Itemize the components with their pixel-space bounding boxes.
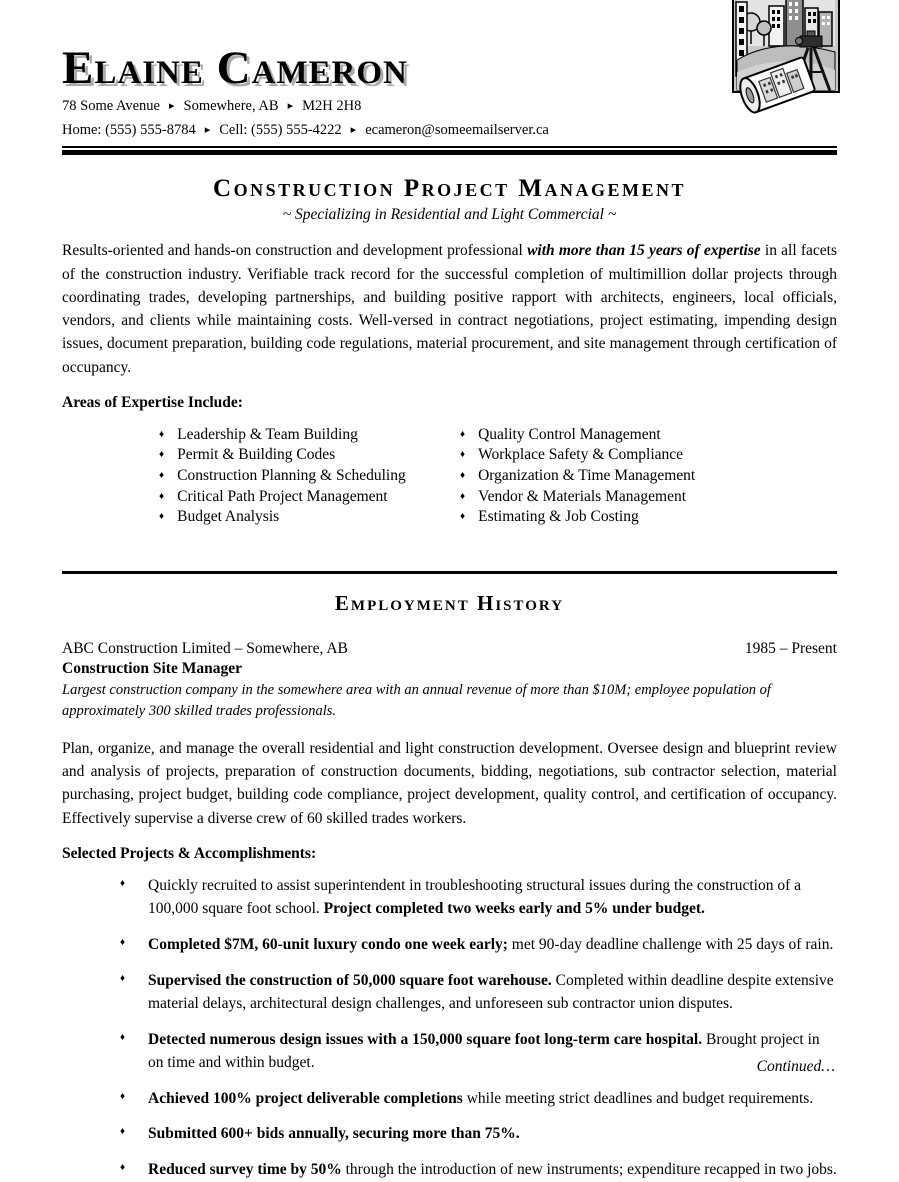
diamond-bullet-icon: ♦ bbox=[460, 449, 466, 461]
resume-subtitle: ~ Specializing in Residential and Light Commercial ~ bbox=[282, 206, 617, 224]
list-item bbox=[118, 1159, 837, 1182]
expertise-label: Leadership & Team Building bbox=[177, 425, 358, 443]
street-address: 78 Some Avenue bbox=[62, 98, 160, 115]
list-item bbox=[159, 425, 460, 446]
expertise-columns bbox=[62, 425, 837, 528]
accomplishment-highlight: Submitted 600+ bids annually, securing more than 75%. bbox=[148, 1125, 520, 1143]
triangle-separator-icon: ▸ bbox=[169, 100, 175, 113]
expertise-label: Permit & Building Codes bbox=[177, 446, 336, 464]
accomplishment-highlight: Supervised the construction of 50,000 square foot warehouse. bbox=[148, 971, 552, 989]
employment-history-heading: Employment History bbox=[334, 590, 565, 615]
expertise-label: Vendor & Materials Management bbox=[478, 487, 687, 505]
diamond-bullet-icon: ♦ bbox=[159, 511, 165, 523]
summary-paragraph bbox=[62, 239, 837, 379]
diamond-bullet-icon: ♦ bbox=[460, 511, 466, 523]
expertise-label: Organization & Time Management bbox=[478, 467, 696, 485]
accomplishments-list bbox=[62, 875, 837, 1182]
city-province: Somewhere, AB bbox=[183, 98, 279, 115]
summary-text: Results-oriented and hands-on construction and development professional bbox=[62, 242, 528, 260]
home-phone: Home: (555) 555-8784 bbox=[62, 122, 196, 139]
diamond-bullet-icon: ♦ bbox=[120, 1031, 126, 1043]
expertise-label: Budget Analysis bbox=[177, 508, 280, 526]
expertise-label: Construction Planning & Scheduling bbox=[177, 467, 406, 485]
accomplishment-text: Brought project in on time and within budget. bbox=[148, 1030, 820, 1071]
expertise-heading: Areas of Expertise Include: bbox=[62, 393, 243, 411]
accomplishment-highlight: Reduced survey time by 50% bbox=[148, 1161, 342, 1179]
list-item bbox=[460, 487, 695, 508]
job-title: Construction Site Manager bbox=[62, 659, 242, 677]
list-item bbox=[118, 875, 837, 921]
diamond-bullet-icon: ♦ bbox=[460, 428, 466, 440]
accomplishment-highlight: Detected numerous design issues with a 150,000 square foot long-term care hospital. bbox=[148, 1030, 703, 1048]
header-rule-thin bbox=[62, 146, 837, 148]
projects-heading: Selected Projects & Accomplishments: bbox=[62, 844, 317, 862]
expertise-label: Estimating & Job Costing bbox=[478, 508, 639, 526]
contact-line bbox=[62, 120, 837, 141]
accomplishment-text: Completed within deadline despite extensive material delays, architectural design challenges, and unforeseen sub contractor union disputes. bbox=[148, 971, 834, 1012]
expertise-list-left bbox=[62, 425, 460, 528]
diamond-bullet-icon: ♦ bbox=[159, 428, 165, 440]
diamond-bullet-icon: ♦ bbox=[120, 972, 126, 984]
list-item bbox=[118, 970, 837, 1016]
employer-row bbox=[62, 640, 837, 658]
diamond-bullet-icon: ♦ bbox=[120, 1126, 126, 1138]
title-block bbox=[62, 175, 837, 224]
accomplishment-text: while meeting strict deadlines and budget requirements. bbox=[462, 1089, 814, 1107]
list-item bbox=[460, 445, 695, 466]
continued-note: Continued… bbox=[756, 1058, 835, 1075]
triangle-separator-icon: ▸ bbox=[204, 124, 211, 137]
summary-emphasis: with more than 15 years of expertise bbox=[527, 242, 761, 260]
diamond-bullet-icon: ♦ bbox=[460, 470, 466, 482]
section-divider-rule bbox=[62, 571, 837, 574]
list-item bbox=[159, 445, 460, 466]
triangle-separator-icon: ▸ bbox=[287, 100, 294, 113]
diamond-bullet-icon: ♦ bbox=[159, 449, 165, 461]
list-item bbox=[118, 934, 837, 957]
employment-dates: 1985 – Present bbox=[744, 639, 837, 657]
diamond-bullet-icon: ♦ bbox=[120, 936, 126, 948]
list-item bbox=[159, 487, 460, 508]
list-item bbox=[460, 425, 695, 446]
job-description: Plan, organize, and manage the overall residential and light construction development. Oversee design and blueprint review and analysis of projects, preparation of construction documents, bidding, negotiations, sub contractor selection, material purchasing, project budget, building code compliance, project development, quality control, and certification of occupancy. Effectively supervise a diverse crew of 60 skilled trades workers. bbox=[62, 739, 837, 827]
accomplishment-text: met 90-day deadline challenge with 25 days of rain. bbox=[507, 935, 834, 953]
candidate-name: Elaine Cameron bbox=[62, 42, 408, 94]
company-note: Largest construction company in the somewhere area with an annual revenue of more than $10M; employee population of approximately 300 skilled trades professionals. bbox=[62, 681, 771, 719]
expertise-label: Quality Control Management bbox=[478, 425, 661, 443]
list-item bbox=[159, 507, 460, 528]
expertise-label: Workplace Safety & Compliance bbox=[478, 446, 684, 464]
accomplishment-highlight: Completed $7M, 60-unit luxury condo one week early; bbox=[148, 935, 508, 953]
accomplishment-highlight: Project completed two weeks early and 5% under budget. bbox=[323, 899, 705, 917]
list-item bbox=[118, 1123, 837, 1146]
list-item bbox=[118, 1088, 837, 1111]
summary-text: in all facets of the construction industry. Verifiable track record for the successful completion of multimillion dollar projects through coordinating trades, developing partnerships, and building positive rapport with architects, engineers, local officials, vendors, and clients while maintaining costs. Well-versed in contract negotiations, project estimating, impending design issues, document preparation, building code regulations, material procurement, and site management through certification of occupancy. bbox=[62, 242, 837, 376]
postal-code: M2H 2H8 bbox=[302, 98, 362, 115]
employer-name: ABC Construction Limited – Somewhere, AB bbox=[62, 639, 348, 657]
email-address: ecameron@someemailserver.ca bbox=[365, 122, 549, 139]
expertise-list-right bbox=[460, 425, 695, 528]
accomplishment-text: Quickly recruited to assist superintendent in troubleshooting structural issues during the construction of a 100,000 square foot school. bbox=[148, 876, 802, 917]
diamond-bullet-icon: ♦ bbox=[460, 490, 466, 502]
cell-phone: Cell: (555) 555-4222 bbox=[219, 122, 342, 139]
resume-title: Construction Project Management bbox=[213, 175, 686, 203]
diamond-bullet-icon: ♦ bbox=[159, 470, 165, 482]
construction-logo-illustration bbox=[711, 0, 871, 118]
expertise-label: Critical Path Project Management bbox=[177, 487, 388, 505]
list-item bbox=[460, 466, 695, 487]
diamond-bullet-icon: ♦ bbox=[120, 877, 126, 889]
list-item bbox=[159, 466, 460, 487]
diamond-bullet-icon: ♦ bbox=[120, 1162, 126, 1174]
diamond-bullet-icon: ♦ bbox=[159, 490, 165, 502]
triangle-separator-icon: ▸ bbox=[350, 124, 357, 137]
list-item bbox=[118, 1029, 837, 1075]
accomplishment-text: through the introduction of new instruments; expenditure recapped in two jobs. bbox=[341, 1161, 837, 1179]
accomplishment-highlight: Achieved 100% project deliverable completions bbox=[148, 1089, 463, 1107]
header bbox=[62, 44, 837, 155]
header-rule-thick bbox=[62, 150, 837, 155]
diamond-bullet-icon: ♦ bbox=[120, 1090, 126, 1102]
list-item bbox=[460, 507, 695, 528]
